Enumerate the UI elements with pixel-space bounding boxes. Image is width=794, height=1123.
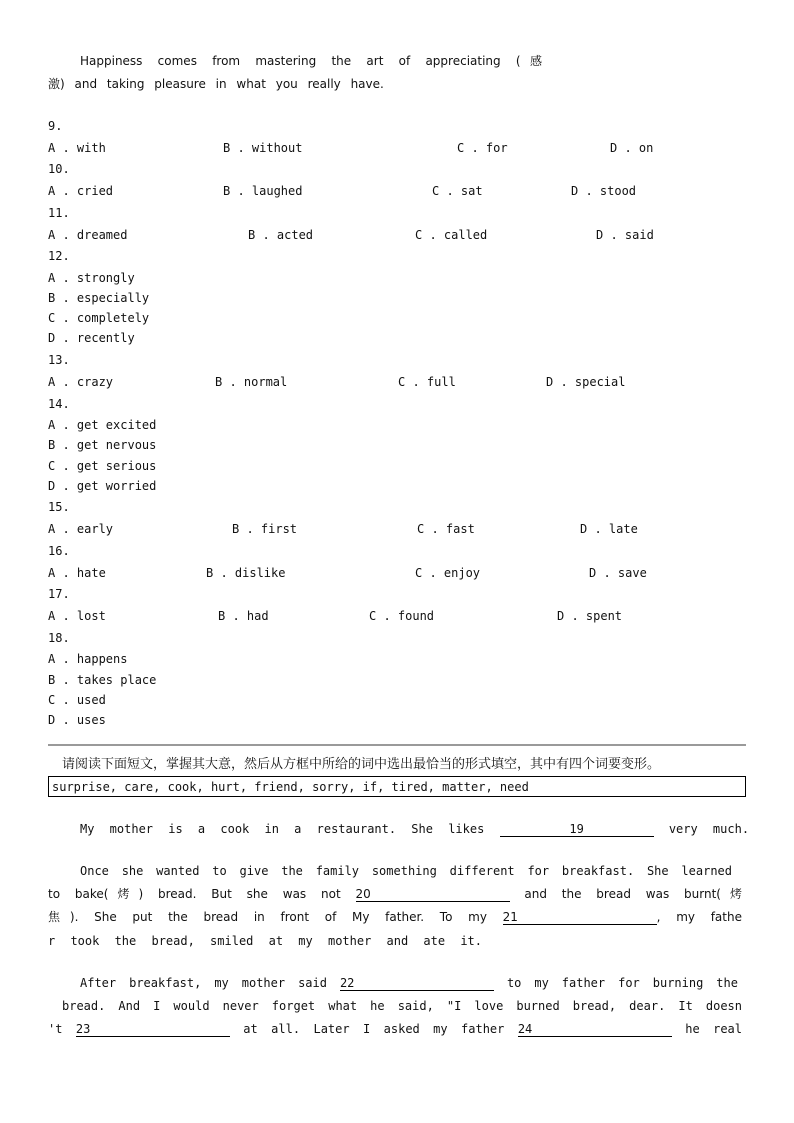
question-number: 17.	[48, 587, 70, 601]
text: to my father for burning the	[506, 976, 738, 990]
option-a: A . happens	[48, 652, 128, 666]
question-number: 16.	[48, 544, 70, 558]
option-b: B . first	[232, 522, 298, 536]
text: to bake(烤) bread. But she was not	[48, 887, 341, 901]
text: very much.	[668, 822, 750, 836]
option-d: D . uses	[48, 713, 106, 727]
option-b: B . get nervous	[48, 438, 157, 452]
option-c: C . fast	[417, 522, 475, 536]
question-number: 14.	[48, 397, 70, 411]
answer-blank-19[interactable]: 19	[500, 822, 654, 837]
option-c: C . for	[457, 141, 508, 155]
passage-line: r took the bread, smiled at my mother and ate it.	[48, 934, 483, 948]
option-c: C . enjoy	[415, 566, 481, 580]
option-c: C . used	[48, 693, 106, 707]
option-c: C . full	[398, 375, 456, 389]
answer-blank-23[interactable]: 23	[76, 1022, 230, 1037]
question-number: 18.	[48, 631, 70, 645]
passage-line	[80, 863, 732, 879]
option-d: D . said	[596, 228, 654, 242]
question-number: 12.	[48, 249, 70, 263]
passage-line	[80, 821, 749, 837]
option-a: A . hate	[48, 566, 106, 580]
option-d: D . save	[589, 566, 647, 580]
option-d: D . get worried	[48, 479, 157, 493]
option-c: C . found	[369, 609, 435, 623]
text: My mother is a cook in a restaurant. She likes	[80, 822, 485, 836]
text: at all. Later I asked my father	[243, 1022, 505, 1036]
question-number: 15.	[48, 500, 70, 514]
answer-blank-24[interactable]: 24	[518, 1022, 672, 1037]
answer-blank-20[interactable]: 20	[356, 887, 510, 902]
passage-line	[48, 909, 742, 925]
text: 't	[48, 1022, 63, 1036]
text: and the bread was burnt(烤	[524, 887, 742, 901]
passage-line	[62, 998, 742, 1014]
section-divider	[48, 744, 746, 746]
intro-line-1: Happiness comes from mastering the art of appreciating (感	[80, 54, 542, 68]
option-c: C . sat	[432, 184, 483, 198]
option-b: B . laughed	[223, 184, 303, 198]
option-a: A . crazy	[48, 375, 114, 389]
option-b: B . takes place	[48, 673, 157, 687]
option-b: B . especially	[48, 291, 150, 305]
option-b: B . acted	[248, 228, 314, 242]
intro-line-2: 激) and taking pleasure in what you really have.	[48, 77, 384, 91]
option-a: A . cried	[48, 184, 114, 198]
option-d: D . on	[610, 141, 654, 155]
text: After breakfast, my mother said	[80, 976, 327, 990]
option-d: D . late	[580, 522, 638, 536]
option-b: B . without	[223, 141, 303, 155]
answer-blank-22[interactable]: 22	[340, 976, 494, 991]
option-a: A . get excited	[48, 418, 157, 432]
question-number: 11.	[48, 206, 70, 220]
option-c: C . called	[415, 228, 488, 242]
option-c: C . get serious	[48, 459, 157, 473]
text: , my fathe	[656, 910, 742, 924]
word-box-text: surprise, care, cook, hurt, friend, sorry, if, tired, matter, need	[52, 780, 529, 794]
option-a: A . dreamed	[48, 228, 128, 242]
question-number: 10.	[48, 162, 70, 176]
question-number: 9.	[48, 119, 63, 133]
option-d: D . spent	[557, 609, 623, 623]
passage-line	[80, 975, 738, 991]
text: 焦). She put the bread in front of My father. To my	[48, 910, 487, 924]
text: bread. And I would never forget what he said, "I love burned bread, dear. It doesn	[62, 999, 742, 1013]
passage-line	[48, 886, 742, 902]
option-a: A . lost	[48, 609, 106, 623]
passage-line	[48, 1021, 742, 1037]
answer-blank-21[interactable]: 21	[503, 910, 657, 925]
option-a: A . with	[48, 141, 106, 155]
question-number: 13.	[48, 353, 70, 367]
option-d: D . recently	[48, 331, 135, 345]
option-c: C . completely	[48, 311, 150, 325]
option-a: A . early	[48, 522, 114, 536]
text: Once she wanted to give the family something different for breakfast. She learned	[80, 864, 732, 878]
option-b: B . had	[218, 609, 269, 623]
section-instruction: 请阅读下面短文，掌握其大意，然后从方框中所给的词中选出最恰当的形式填空，其中有四个词要变形。	[62, 757, 661, 772]
option-b: B . normal	[215, 375, 288, 389]
option-d: D . special	[546, 375, 626, 389]
option-a: A . strongly	[48, 271, 135, 285]
option-b: B . dislike	[206, 566, 286, 580]
option-d: D . stood	[571, 184, 637, 198]
text: he real	[685, 1022, 742, 1036]
word-box	[48, 776, 746, 797]
